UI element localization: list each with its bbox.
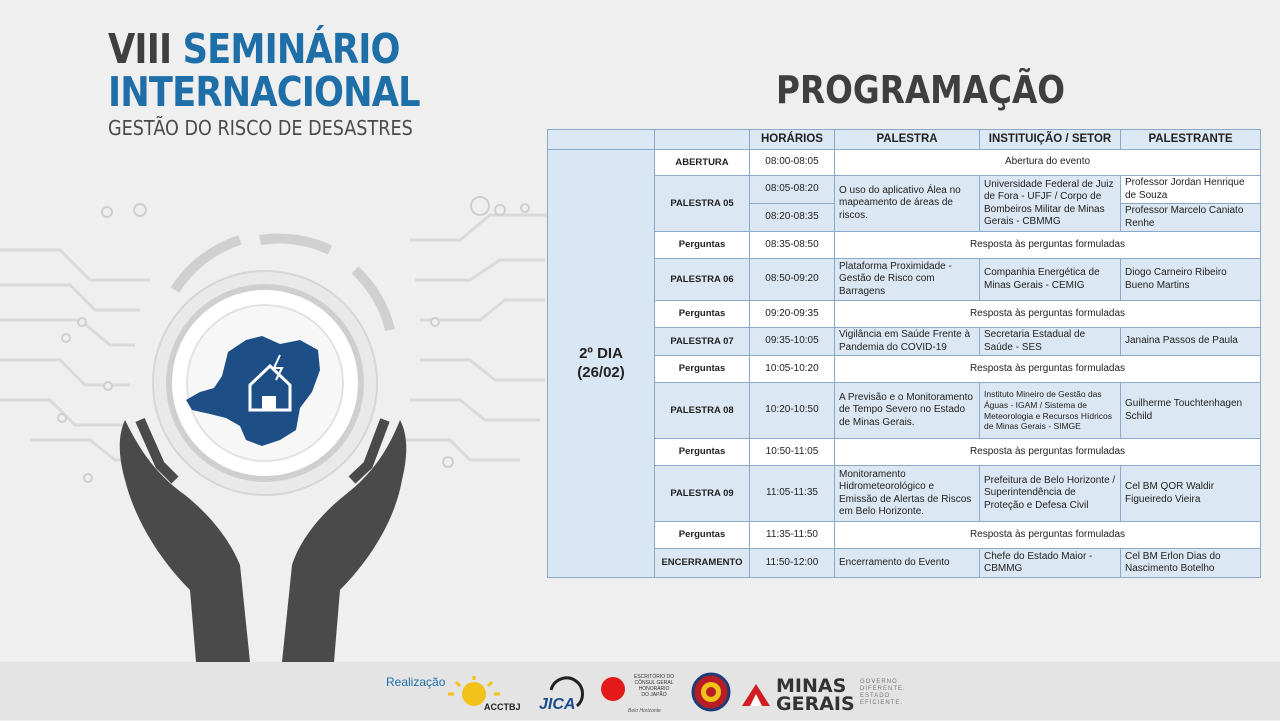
row-span-text: Resposta às perguntas formuladas xyxy=(835,232,1261,259)
consul-line: HONORÁRIO xyxy=(638,686,670,692)
row-time: 11:05-11:35 xyxy=(750,466,835,522)
table-row xyxy=(548,176,1261,204)
realizacao-label: Realização xyxy=(386,675,446,689)
row-label: PALESTRA 07 xyxy=(655,328,750,356)
gerais-text: GERAIS xyxy=(776,693,855,715)
row-span-text: Resposta às perguntas formuladas xyxy=(835,522,1261,549)
table-header-row xyxy=(548,130,1261,150)
row-label: PALESTRA 05 xyxy=(655,176,750,232)
acctbj-text: ACCTBJ xyxy=(484,702,521,712)
slogan-line: GOVERNO xyxy=(860,679,898,685)
header-empty-2 xyxy=(655,130,750,150)
header-palestrante: PALESTRANTE xyxy=(1121,130,1261,150)
table-row xyxy=(548,522,1261,549)
row-time: 08:00-08:05 xyxy=(750,150,835,176)
row-speaker: Guilherme Touchtenhagen Schild xyxy=(1121,383,1261,439)
minas-gerais-logo xyxy=(740,674,910,714)
row-time: 11:35-11:50 xyxy=(750,522,835,549)
header-empty-1 xyxy=(548,130,655,150)
row-label: Perguntas xyxy=(655,439,750,466)
row-time: 11:50-12:00 xyxy=(750,549,835,578)
row-speaker: Professor Marcelo Caniato Renhe xyxy=(1121,204,1261,232)
acctbj-logo xyxy=(444,672,524,714)
minas-text: MINAS xyxy=(776,675,847,697)
table-row xyxy=(548,301,1261,328)
row-span-text: Abertura do evento xyxy=(835,150,1261,176)
programacao-heading: PROGRAMAÇÃO xyxy=(776,68,1066,112)
row-speaker: Professor Jordan Henrique de Souza xyxy=(1121,176,1261,204)
header-instituicao: INSTITUIÇÃO / SETOR xyxy=(980,130,1121,150)
row-label: Perguntas xyxy=(655,356,750,383)
sponsors-footer xyxy=(0,662,1280,720)
japan-sun-icon xyxy=(600,676,626,702)
title-line-2: INTERNACIONAL xyxy=(108,68,420,116)
row-talk: Vigilância em Saúde Frente à Pandemia do COVID-19 xyxy=(835,328,980,356)
title-roman: VIII xyxy=(108,25,172,73)
row-institution: Secretaria Estadual de Saúde - SES xyxy=(980,328,1121,356)
consul-line: CÔNSUL GERAL xyxy=(634,680,674,686)
row-institution: Companhia Energética de Minas Gerais - CEMIG xyxy=(980,259,1121,301)
row-speaker: Cel BM QOR Waldir Figueiredo Vieira xyxy=(1121,466,1261,522)
row-time: 08:35-08:50 xyxy=(750,232,835,259)
table-row xyxy=(548,356,1261,383)
consul-city: Belo Horizonte xyxy=(628,708,661,714)
row-label: PALESTRA 09 xyxy=(655,466,750,522)
row-talk: Encerramento do Evento xyxy=(835,549,980,578)
table-row xyxy=(548,439,1261,466)
table-row xyxy=(548,259,1261,301)
row-institution: Universidade Federal de Juiz de Fora - UFJF / Corpo de Bombeiros Militar de Minas Gerais - CBMMG xyxy=(980,176,1121,232)
table-row xyxy=(548,549,1261,578)
table-row xyxy=(548,328,1261,356)
row-span-text: Resposta às perguntas formuladas xyxy=(835,301,1261,328)
row-institution: Chefe do Estado Maior - CBMMG xyxy=(980,549,1121,578)
table-row xyxy=(548,150,1261,176)
row-talk: O uso do aplicativo Álea no mapeamento de áreas de riscos. xyxy=(835,176,980,232)
row-time: 08:50-09:20 xyxy=(750,259,835,301)
header-palestra: PALESTRA xyxy=(835,130,980,150)
row-speaker: Janaina Passos de Paula xyxy=(1121,328,1261,356)
bombeiros-badge-logo xyxy=(691,672,731,712)
row-time: 08:05-08:20 xyxy=(750,176,835,204)
row-talk: Plataforma Proximidade - Gestão de Risco com Barragens xyxy=(835,259,980,301)
consul-line: ESCRITÓRIO DO xyxy=(633,674,674,680)
fire-department-badge-icon xyxy=(691,672,731,712)
row-label: ENCERRAMENTO xyxy=(655,549,750,578)
row-time: 10:50-11:05 xyxy=(750,439,835,466)
day-label: 2º DIA xyxy=(579,344,623,362)
row-span-text: Resposta às perguntas formuladas xyxy=(835,439,1261,466)
header-horarios: HORÁRIOS xyxy=(750,130,835,150)
slogan-line: EFICIENTE. xyxy=(860,700,904,706)
event-title-block xyxy=(108,25,471,140)
row-time: 09:20-09:35 xyxy=(750,301,835,328)
schedule-table xyxy=(547,129,1260,576)
table-row xyxy=(548,232,1261,259)
title-line-1 xyxy=(108,25,420,73)
day-date: (26/02) xyxy=(577,363,625,381)
triangle-icon xyxy=(740,682,772,708)
row-speaker: Diogo Carneiro Ribeiro Bueno Martins xyxy=(1121,259,1261,301)
table-row xyxy=(548,383,1261,439)
row-talk: A Previsão e o Monitoramento de Tempo Severo no Estado de Minas Gerais. xyxy=(835,383,980,439)
row-label: PALESTRA 08 xyxy=(655,383,750,439)
consul-japao-logo xyxy=(600,672,680,718)
row-talk: Monitoramento Hidrometeorológico e Emissão de Alertas de Riscos em Belo Horizonte. xyxy=(835,466,980,522)
title-seminario: SEMINÁRIO xyxy=(182,25,400,73)
row-time: 08:20-08:35 xyxy=(750,204,835,232)
slogan-line: ESTADO xyxy=(860,693,891,699)
slogan-line: DIFERENTE. xyxy=(860,686,906,692)
jica-logo xyxy=(537,676,585,714)
table-row xyxy=(548,466,1261,522)
minas-gerais-text xyxy=(776,677,855,713)
row-institution: Prefeitura de Belo Horizonte / Superintendência de Proteção e Defesa Civil xyxy=(980,466,1121,522)
row-time: 10:05-10:20 xyxy=(750,356,835,383)
row-speaker: Cel BM Erlon Dias do Nascimento Botelho xyxy=(1121,549,1261,578)
row-label: PALESTRA 06 xyxy=(655,259,750,301)
day-cell xyxy=(548,150,655,578)
row-time: 09:35-10:05 xyxy=(750,328,835,356)
event-subtitle: GESTÃO DO RISCO DE DESASTRES xyxy=(108,116,413,140)
row-span-text: Resposta às perguntas formuladas xyxy=(835,356,1261,383)
governo-slogan xyxy=(860,679,906,707)
row-time: 10:20-10:50 xyxy=(750,383,835,439)
row-label: ABERTURA xyxy=(655,150,750,176)
row-label: Perguntas xyxy=(655,522,750,549)
row-label: Perguntas xyxy=(655,301,750,328)
row-label: Perguntas xyxy=(655,232,750,259)
jica-text: JICA xyxy=(539,696,576,713)
consul-text xyxy=(630,674,678,698)
row-institution: Instituto Mineiro de Gestão das Águas - IGAM / Sistema de Meteorologia e Recursos Hídricos de Minas Gerais - SIMGE xyxy=(980,383,1121,439)
consul-line: DO JAPÃO xyxy=(641,692,667,698)
